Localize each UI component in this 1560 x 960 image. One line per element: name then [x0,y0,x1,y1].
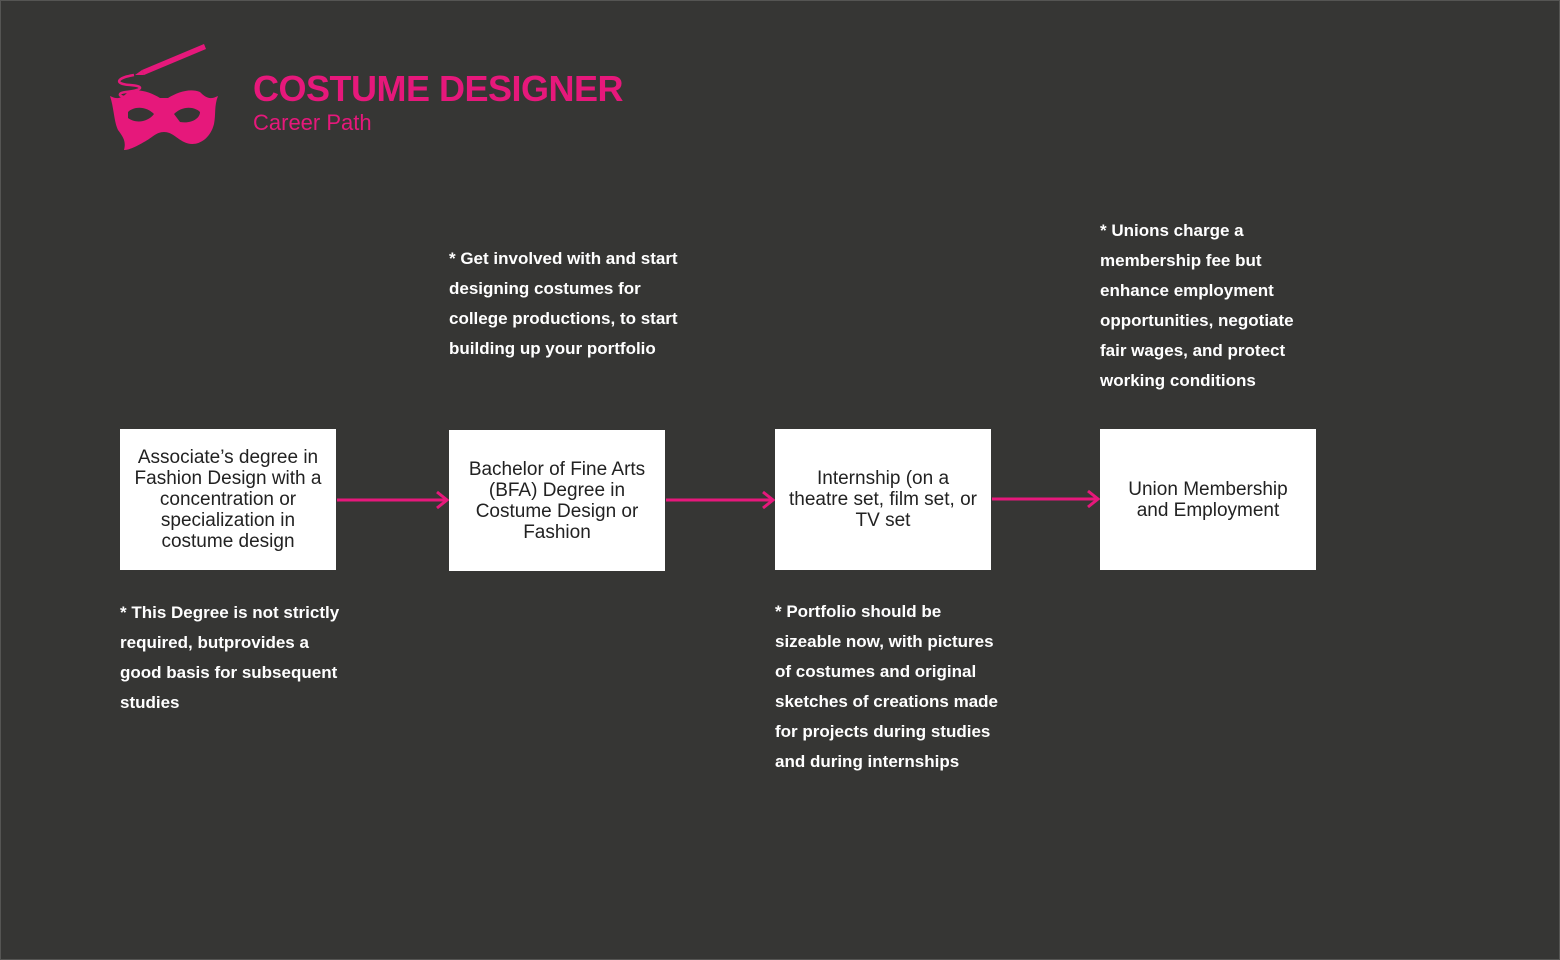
step-label: Internship (on a theatre set, film set, or TV set [789,468,977,531]
note-union-membership: * Unions charge a membership fee but enhance employment opportunities, negotiate fair wages, and protect working conditions [1100,221,1294,390]
step-associate-degree [120,429,336,570]
step-union-membership [1100,429,1316,570]
note-bfa-degree: * Get involved with and start designing costumes for college productions, to start building up your portfolio [449,249,678,358]
page-title: COSTUME DESIGNER [253,68,624,109]
arrow-2-to-3 [666,492,773,508]
step-label: Bachelor of Fine Arts (BFA) Degree in Costume Design or Fashion [468,458,646,543]
arrow-1-to-2 [337,492,447,508]
step-internship [775,429,991,570]
page-subtitle: Career Path [253,110,372,135]
note-internship: * Portfolio should be sizeable now, with pictures of costumes and original sketches of creations made for projects during studies and during internships [775,602,998,771]
step-label: Associate’s degree in Fashion Design with a concentration or specialization in costume design [134,447,322,552]
step-bfa-degree [449,430,665,571]
step-label: Union Membership and Employment [1128,478,1288,521]
note-associate-degree: * This Degree is not strictly required, butprovides a good basis for subsequent studies [120,603,340,712]
arrow-3-to-4 [992,491,1098,507]
